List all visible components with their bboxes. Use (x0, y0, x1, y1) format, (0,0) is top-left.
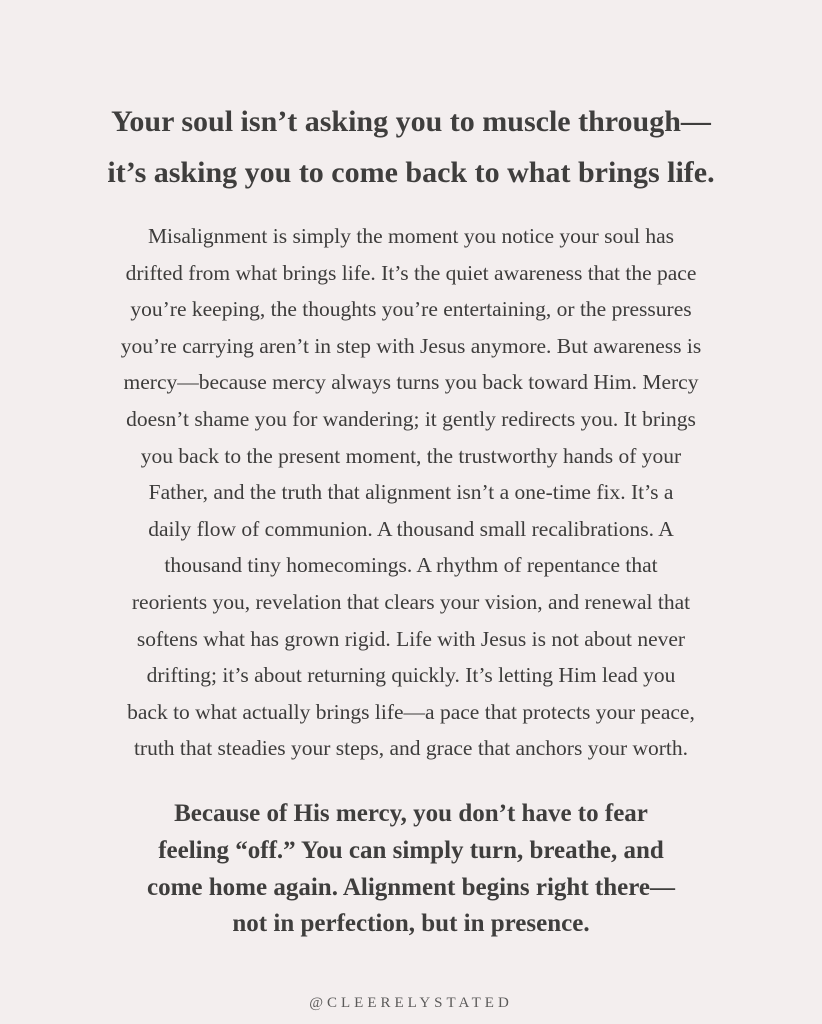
body-line: thousand tiny homecomings. A rhythm of repentance that (164, 553, 658, 578)
closing-line: not in perfection, but in presence. (232, 910, 590, 938)
body-line: doesn’t shame you for wandering; it gently redirects you. It brings (126, 406, 696, 431)
body-line: drifting; it’s about returning quickly. It’s letting Him lead you (146, 663, 676, 688)
body-line: softens what has grown rigid. Life with Jesus is not about never (136, 626, 686, 651)
body-line: back to what actually brings life—a pace that protects your peace, (127, 699, 695, 724)
closing-line: feeling “off.” You can simply turn, breathe, and (158, 836, 664, 864)
heading-line: Your soul isn’t asking you to muscle through— (111, 105, 711, 138)
body-paragraph (40, 218, 782, 767)
body-line: reorients you, revelation that clears your vision, and renewal that (131, 589, 691, 614)
social-handle: @CLEERELYSTATED (309, 995, 513, 1011)
body-line: truth that steadies your steps, and grace that anchors your worth. (133, 736, 689, 761)
closing-statement (40, 796, 782, 943)
heading (40, 96, 782, 198)
body-line: Misalignment is simply the moment you notice your soul has (147, 224, 675, 248)
body-line: mercy—because mercy always turns you back toward Him. Mercy (123, 370, 699, 395)
body-line: daily flow of communion. A thousand small recalibrations. A (148, 516, 674, 541)
body-line: you’re carrying aren’t in step with Jesus anymore. But awareness is (120, 333, 702, 358)
closing-line: come home again. Alignment begins right there— (147, 873, 675, 901)
closing-line: Because of His mercy, you don’t have to fear (174, 800, 648, 827)
heading-line: it’s asking you to come back to what brings life. (107, 156, 715, 189)
body-line: drifted from what brings life. It’s the quiet awareness that the pace (125, 260, 697, 285)
body-line: you’re keeping, the thoughts you’re entertaining, or the pressures (130, 297, 692, 322)
body-line: you back to the present moment, the trustworthy hands of your (140, 443, 682, 468)
body-line: Father, and the truth that alignment isn’t a one-time fix. It’s a (148, 480, 674, 505)
